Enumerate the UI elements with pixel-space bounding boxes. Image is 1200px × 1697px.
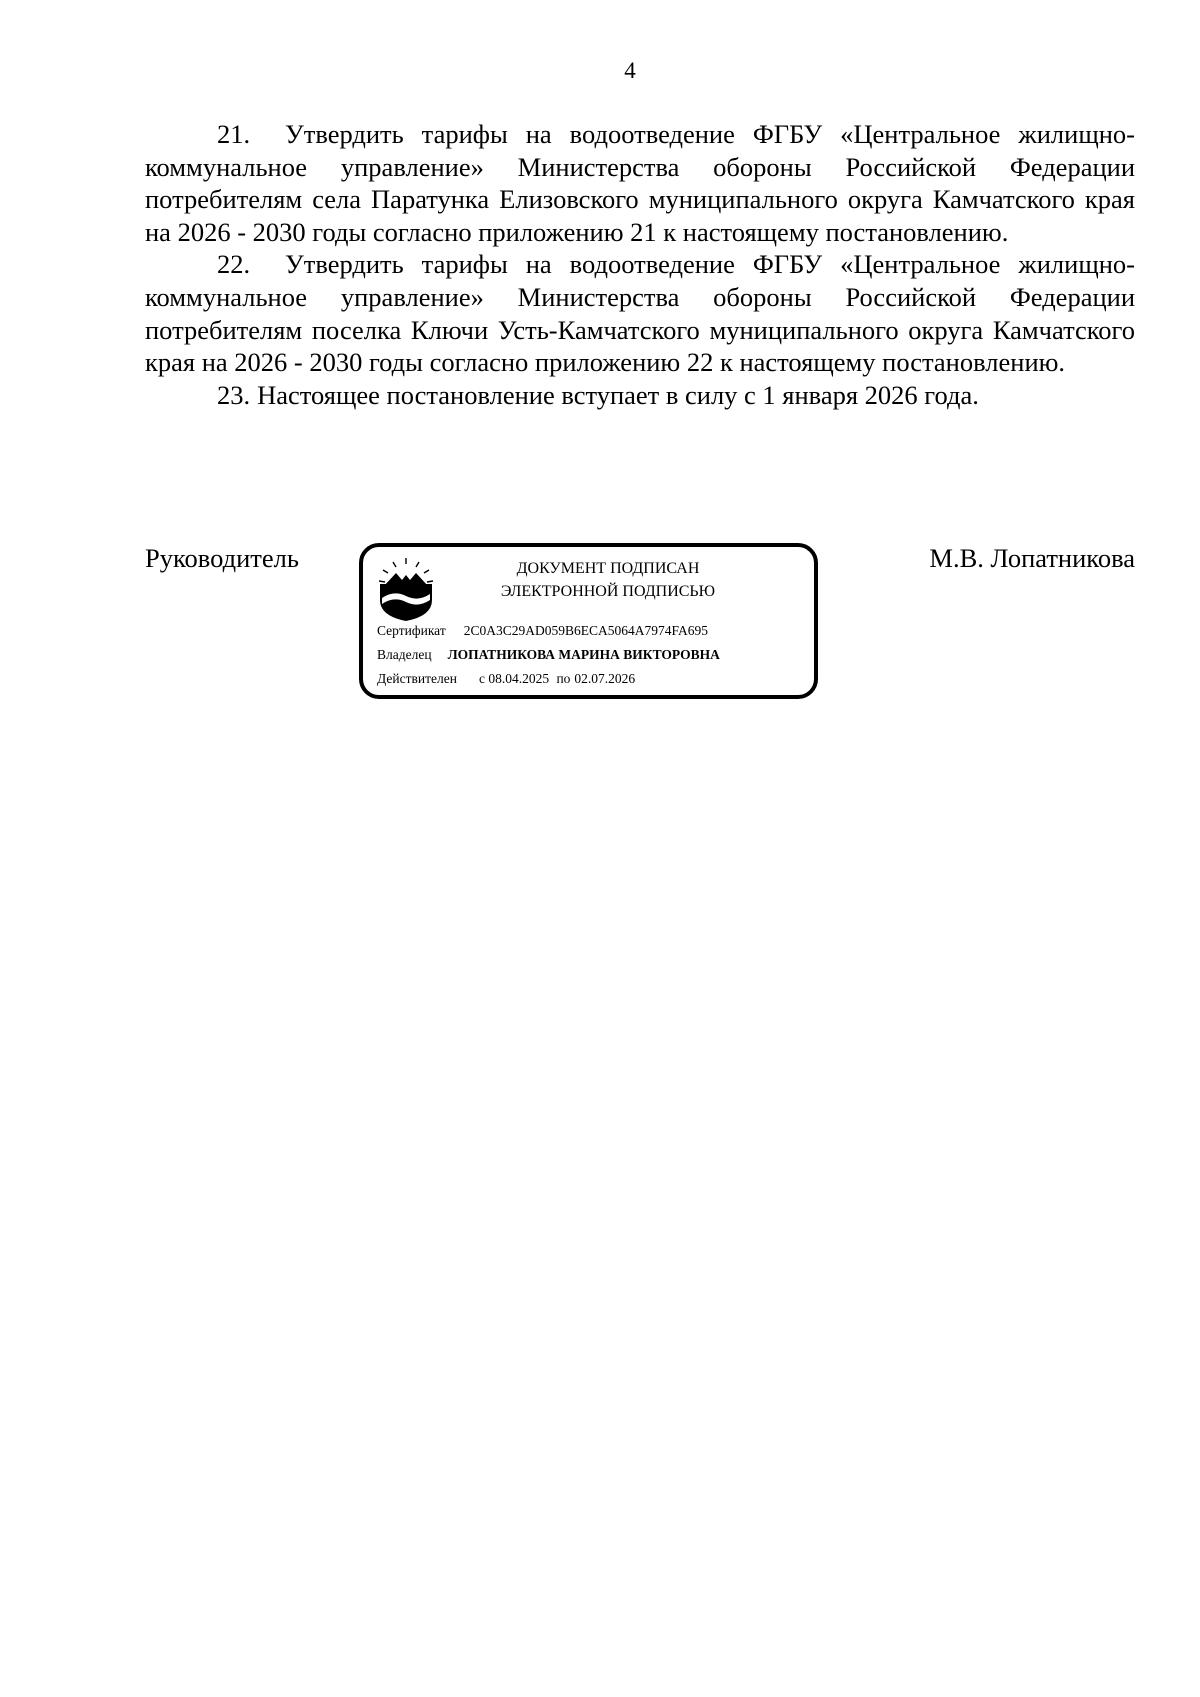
paragraph-text: Настоящее постановление вступает в силу с 1 января 2026 года.: [257, 379, 979, 410]
paragraph-text: Утвердить тарифы на водоотведение ФГБУ «Центральное жилищно-коммунальное управление» Министерства обороны Российской Федерации потребителям села Паратунка Елизовского муниципального округа Камчатского края на 2026 - 2030 годы согласно приложению 21 к настоящему постановлению.: [145, 119, 1135, 247]
stamp-heading: ЭЛЕКТРОННОЙ ПОДПИСЬЮ: [500, 583, 716, 600]
kamchatka-emblem-icon: [376, 556, 436, 622]
owner-label: Владелец: [377, 647, 432, 662]
certificate-label: Сертификат: [377, 623, 446, 638]
signer-title: Руководитель: [145, 543, 299, 573]
document-body: [145, 118, 1135, 411]
valid-from-date: 08.04.2025: [488, 671, 550, 686]
valid-from-prefix: с: [478, 671, 485, 686]
owner-value: ЛОПАТНИКОВА МАРИНА ВИКТОРОВНА: [447, 647, 720, 662]
certificate-row: [377, 623, 708, 639]
paragraph-23: [145, 379, 1135, 412]
valid-to-prefix: по: [556, 671, 571, 686]
owner-row: [377, 647, 720, 663]
page-number: 4: [624, 58, 636, 83]
valid-to-date: 02.07.2026: [574, 671, 636, 686]
paragraph-number: 23.: [217, 379, 251, 410]
paragraph-number: 22.: [217, 249, 251, 280]
signer-name: М.В. Лопатникова: [929, 543, 1135, 573]
stamp-heading: ДОКУМЕНТ ПОДПИСАН: [516, 560, 700, 577]
certificate-value: 2C0A3C29AD059B6ECA5064A7974FA695: [463, 623, 708, 638]
paragraph-text: Утвердить тарифы на водоотведение ФГБУ «Центральное жилищно-коммунальное управление» Министерства обороны Российской Федерации потребителям поселка Ключи Усть-Камчатского муниципального округа Камчатского края на 2026 - 2030 годы согласно приложению 22 к настоящему постановлению.: [145, 249, 1135, 378]
paragraph-21: [145, 118, 1135, 248]
electronic-signature-stamp: [359, 543, 818, 699]
paragraph-number: 21.: [217, 119, 251, 149]
validity-row: [377, 671, 635, 687]
validity-label: Действителен: [377, 671, 457, 686]
paragraph-22: [145, 248, 1135, 378]
